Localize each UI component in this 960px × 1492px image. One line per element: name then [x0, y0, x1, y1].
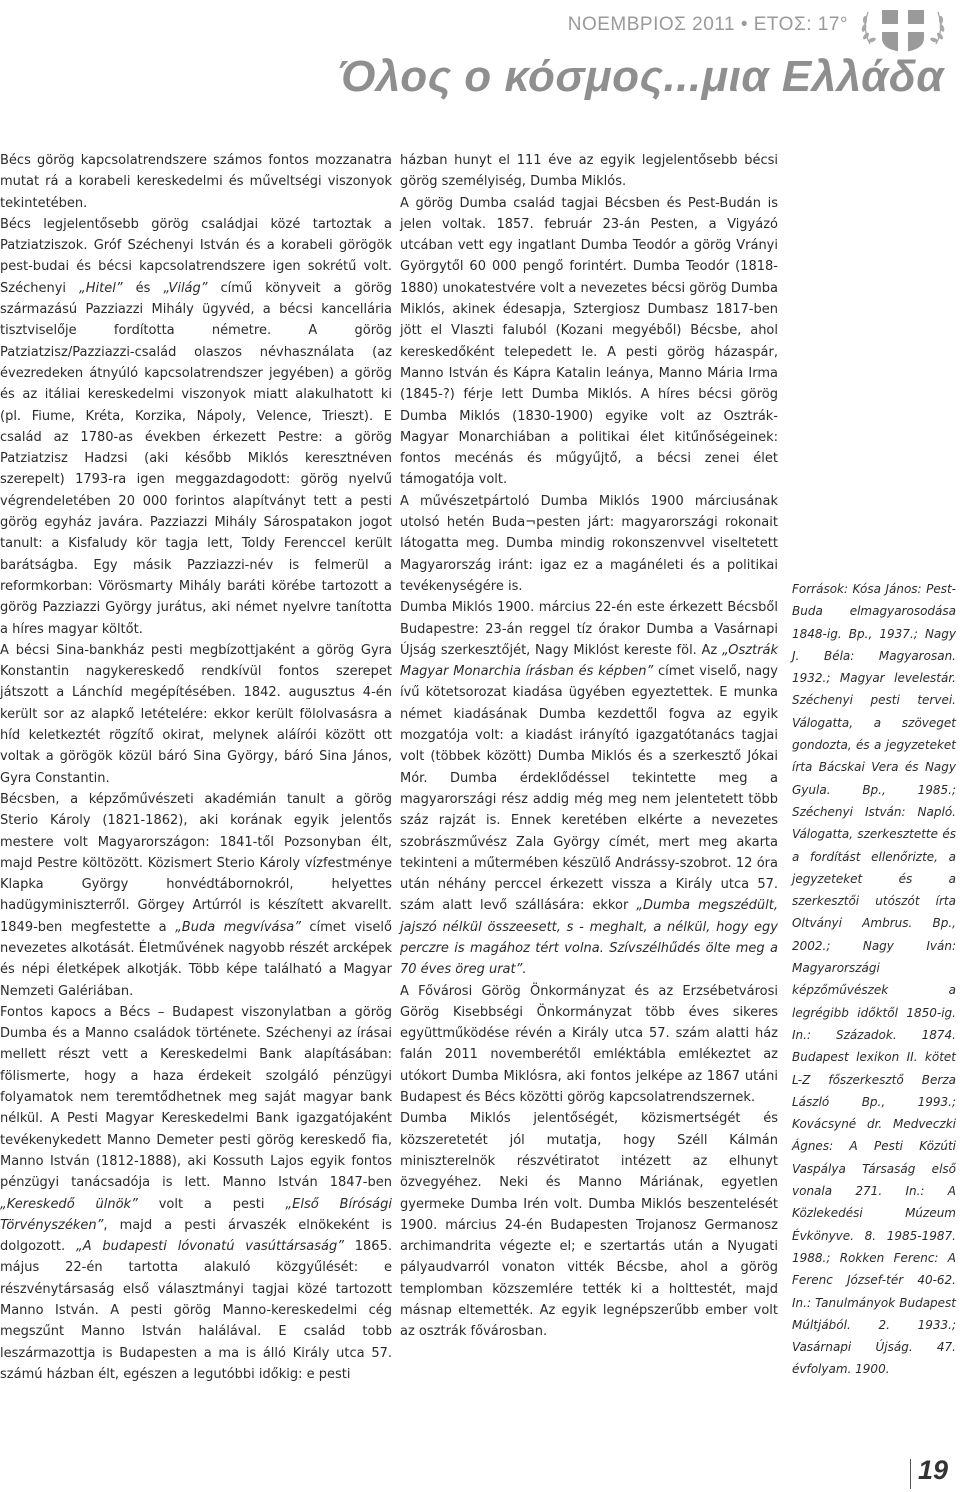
sources-sidebar [792, 578, 956, 1381]
paragraph: Bécsben, a képzőművészeti akadémián tanult a görög Sterio Károly (1821-1862), aki korának egyik jelentős mestere volt Magyarországon: 1841-től Pozsonyban élt, majd Pestre költözött. Közismert Sterio Károly vízfestménye Klapka György honvédtábornokról, helyettes hadügyminiszterről. Görgey Artúrról is készített akvarellt. 1849-ben megfestette a „Buda megvívása” címet viselő nevezetes alkotását. Életművének nagyobb részét arcképek és népi életképek alkotják. Több képe található a Magyar Nemzeti Galériában. [0, 791, 392, 999]
paragraph: Dumba Miklós 1900. március 22-én este érkezett Bécsből Budapestre: 23-án reggel tíz órakor Dumba a Vasárnapi Újság szerkesztőjét, Nagy Miklóst kereste föl. Az „Osztrák Magyar Monarchia írásban és képben” címet viselő, nagy ívű kötetsorozat kiadása ügyében egyeztettek. E munka német kiadásának Dumba kezdettől fogva az egyik mozgatója volt: a kiadást irányító igazgatótanács tagjai volt (többek között) Dumba Miklós és a szerkesztő Jókai Mór. Dumba érdeklődéssel tekintette meg a magyarországi rész addig még meg nem jelentetett több száz rajzát is. Ennek keretében elkérte a nevezetes szobrászművész Zala György címét, mert meg akarta tekinteni a műtermében készülő Andrássy-szobrot. 12 óra után néhány perccel érkezett vissza a Király utca 57. szám alatt levő szállására: ekkor „Dumba megszédült, jajszó nélkül összeesett, s - meghalt, a nélkül, hogy egy perczre is magához tért volna. Szívszélhűdés ölte meg a 70 éves öreg urat”. [400, 600, 778, 978]
page-number: 19 [918, 1455, 949, 1485]
sources-text: Források: Kósa János: Pest-Buda elmagyarosodása 1848-ig. Bp., 1937.; Nagy J. Béla: Magyarosan. 1932.; Magyar levelestár. Széchenyi pesti tervei. Válogatta, a szöveget gondozta, és a jegyzeteket írta Bácskai Vera és Nagy Gyula. Bp., 1985.; Széchenyi István: Napló. Válogatta, szerkesztette és a fordítást ellenőrizte, a jegyzeteket és a szerkesztői utószót írta Oltványi Ambrus. Bp., 2002.; Nagy Iván: Magyarországi képzőművészek a legrégibb időktől 1850-ig. In.: Századok. 1874. Budapest lexikon II. kötet L-Z főszerkesztő Berza László Bp., 1993.; Kovácsyné dr. Medveczki Ágnes: A Pesti Közúti Vaspálya Társaság első vonala 271. In.: A Közlekedési Múzeum Évkönyve. 8. 1985-1987. 1988.; Rokken Ferenc: A Ferenc József-tér 40-62. In.: Tanulmányok Budapest Múltjából. 2. 1933.; Vasárnapi Újság. 47. évfolyam. 1900. [792, 582, 956, 1377]
paragraph: házban hunyt el 111 éve az egyik legjelentősebb bécsi görög személyiség, Dumba Miklós. [400, 153, 778, 190]
paragraph: A bécsi Sina-bankház pesti megbízottjaként a görög Gyra Konstantin nagykereskedő rendkívül fontos szerepet játszott a Lánchíd megépítésében. 1842. augusztus 4-én került sor az alapkő letételére: ekkor került fölolvasásra a híd keletkeztét rögzítő okirat, melynek aláírói között ott voltak a görögök közül báró Sina György, báró Sina János, Gyra Constantin. [0, 642, 392, 786]
paragraph: A görög Dumba család tagjai Bécsben és Pest-Budán is jelen voltak. 1857. február 23-án Pesten, a Vigyázó utcában vett egy ingatlant Dumba Teodór a görög Vrányi Györgytől 60 000 pengő forintért. Dumba Teodór (1818-1880) unokatestvére volt a nevezetes bécsi görög Dumba Miklós, akinek édesapja, Sztergiosz Dumbasz 1817-ben jött el Vlaszti faluból (Kozani megyéből) Bécsbe, ahol kereskedőként telepedett le. A pesti görög házaspár, Manno István és Kápra Katalin leánya, Manno Mária Irma (1845-?) férje lett Dumba Miklós. A híres bécsi görög Dumba Miklós (1830-1900) egyike volt az Osztrák-Magyar Monarchiában a politikai élet kitűnőségeinek: fontos mecénás és műgyűjtő, a bécsi zenei élet támogatója volt. [400, 195, 778, 488]
issue-date: ΝΟΕΜΒΡΙΟΣ 2011 • ΕΤΟΣ: 17° [567, 14, 848, 35]
paragraph: Fontos kapocs a Bécs – Budapest viszonylatban a görög Dumba és a Manno családok története. Széchenyi az írásai mellett részt vett a Kereskedelmi Bank alapításában: fölismerte, hogy a haza érdekeit szolgáló pénzügyi folyamatok nem teremtődhetnek meg saját magyar bank nélkül. A Pesti Magyar Kereskedelmi Bank igazgatójaként tevékenykedett Manno Demeter pesti görög kereskedő fia, Manno István (1812-1888), aki Kossuth Lajos egyik fontos pénzügyi tanácsadója is lett. Manno István 1847-ben „Kereskedő ülnök” volt a pesti „Első Bírósági Törvényszéken”, majd a pesti árvaszék elnökeként is dolgozott. „A budapesti lóvonatú vasúttársaság” 1865. május 22-én tartotta alakuló közgyűlését: e részvénytársaság első választmányi tagjai közé tartozott Manno István. A pesti görög Manno-kereskedelmi cég megszűnt Manno István halálával. E család tobb leszármazottja is Budapesten a ma is álló Király utca 57. számú házban élt, egészen a legutóbbi időkig: e pesti [0, 1004, 392, 1382]
paragraph: Dumba Miklós jelentőségét, közismertségét és közszeretetét jól mutatja, hogy Széll Kálmán miniszterelnök részvétiratot intézett az elhunyt özvegyéhez. Neki és Manno Máriának, egyetlen gyermeke Dumba Irén volt. Dumba Miklós beszentelését 1900. március 24-én Budapesten Trojanosz Germanosz archimandrita végezte el; e szertartás után a Nyugati pályaudvarról vonaton vitték Bécsbe, ahol a görög templomban közszemlére tették ki a holttestét, majd másnap eltemették. Az egyik legnépszerűbb ember volt az osztrák fővárosban. [400, 1111, 778, 1340]
page-title: Όλος ο κόσμος...μια Ελλάδα [338, 52, 944, 101]
page-number-divider [910, 1459, 911, 1489]
greek-flag-laurel-emblem [860, 4, 946, 54]
article-column-1 [0, 150, 392, 1385]
paragraph: Bécs görög kapcsolatrendszere számos fontos mozzanatra mutat rá a korabeli kereskedelmi és műveltségi viszonyok tekintetében. [0, 153, 392, 211]
paragraph: A Fővárosi Görög Önkormányzat és az Erzsébetvárosi Görög Kisebbségi Önkormányzat több éves sikeres együttműködése révén a Király utca 57. szám alatti ház falán 2011 novemberétől emléktábla emlékeztet az utókort Dumba Miklósra, aki fontos jelképe az 1867 utáni Budapest és Bécs közötti görög kapcsolatrendszernek. [400, 983, 778, 1106]
article-column-2 [400, 150, 778, 1343]
paragraph: A művészetpártoló Dumba Miklós 1900 márciusának utolsó hetén Buda¬pesten járt: magyarországi rokonait látogatta meg. Dumba mindig rokonszenvvel viseltetett Magyarország iránt: igaz ez a magánéleti és a politikai tevékenységére is. [400, 493, 778, 594]
paragraph: Bécs legjelentősebb görög családjai közé tartoztak a Patziatziszok. Gróf Széchenyi István és a korabeli görögök pest-budai és bécsi kapcsolatrendszere igen sokrétű volt. Széchenyi „Hitel” és „Világ” című könyveit a görög származású Pazziazzi Mihály ügyvéd, a bécsi kancellária tisztviselője fordította németre. A görög Patziatzisz/Pazziazzi-család olaszos névhasználata (az évezredeken átnyúló kapcsolatrendszer jegyében) a görög és az itáliai kereskedelmi viszonyok miatt alakulhatott ki (pl. Fiume, Kréta, Korzika, Nápoly, Velence, Trieszt). E család az 1780-as években érkezett Pestre: a görög Patziatzisz Hadzsi (aki később Miklós keresztnéven szerepelt) 1793-ra igen meggazdagodott: görög nyelvű végrendeletében 20 000 forintos alapítványt tett a pesti görög egyház javára. Pazziazzi Mihály Sárospatakon jogot tanult: a Kisfaludy kör tagja lett, Toldy Ferenccel került barátságba. Egy másik Pazziazzi-név is felmerül a reformkorban: Vörösmarty Mihály baráti körébe tartozott a görög Pazziazzi György jurátus, aki német nyelvre tanította a híres magyar költőt. [0, 216, 392, 637]
